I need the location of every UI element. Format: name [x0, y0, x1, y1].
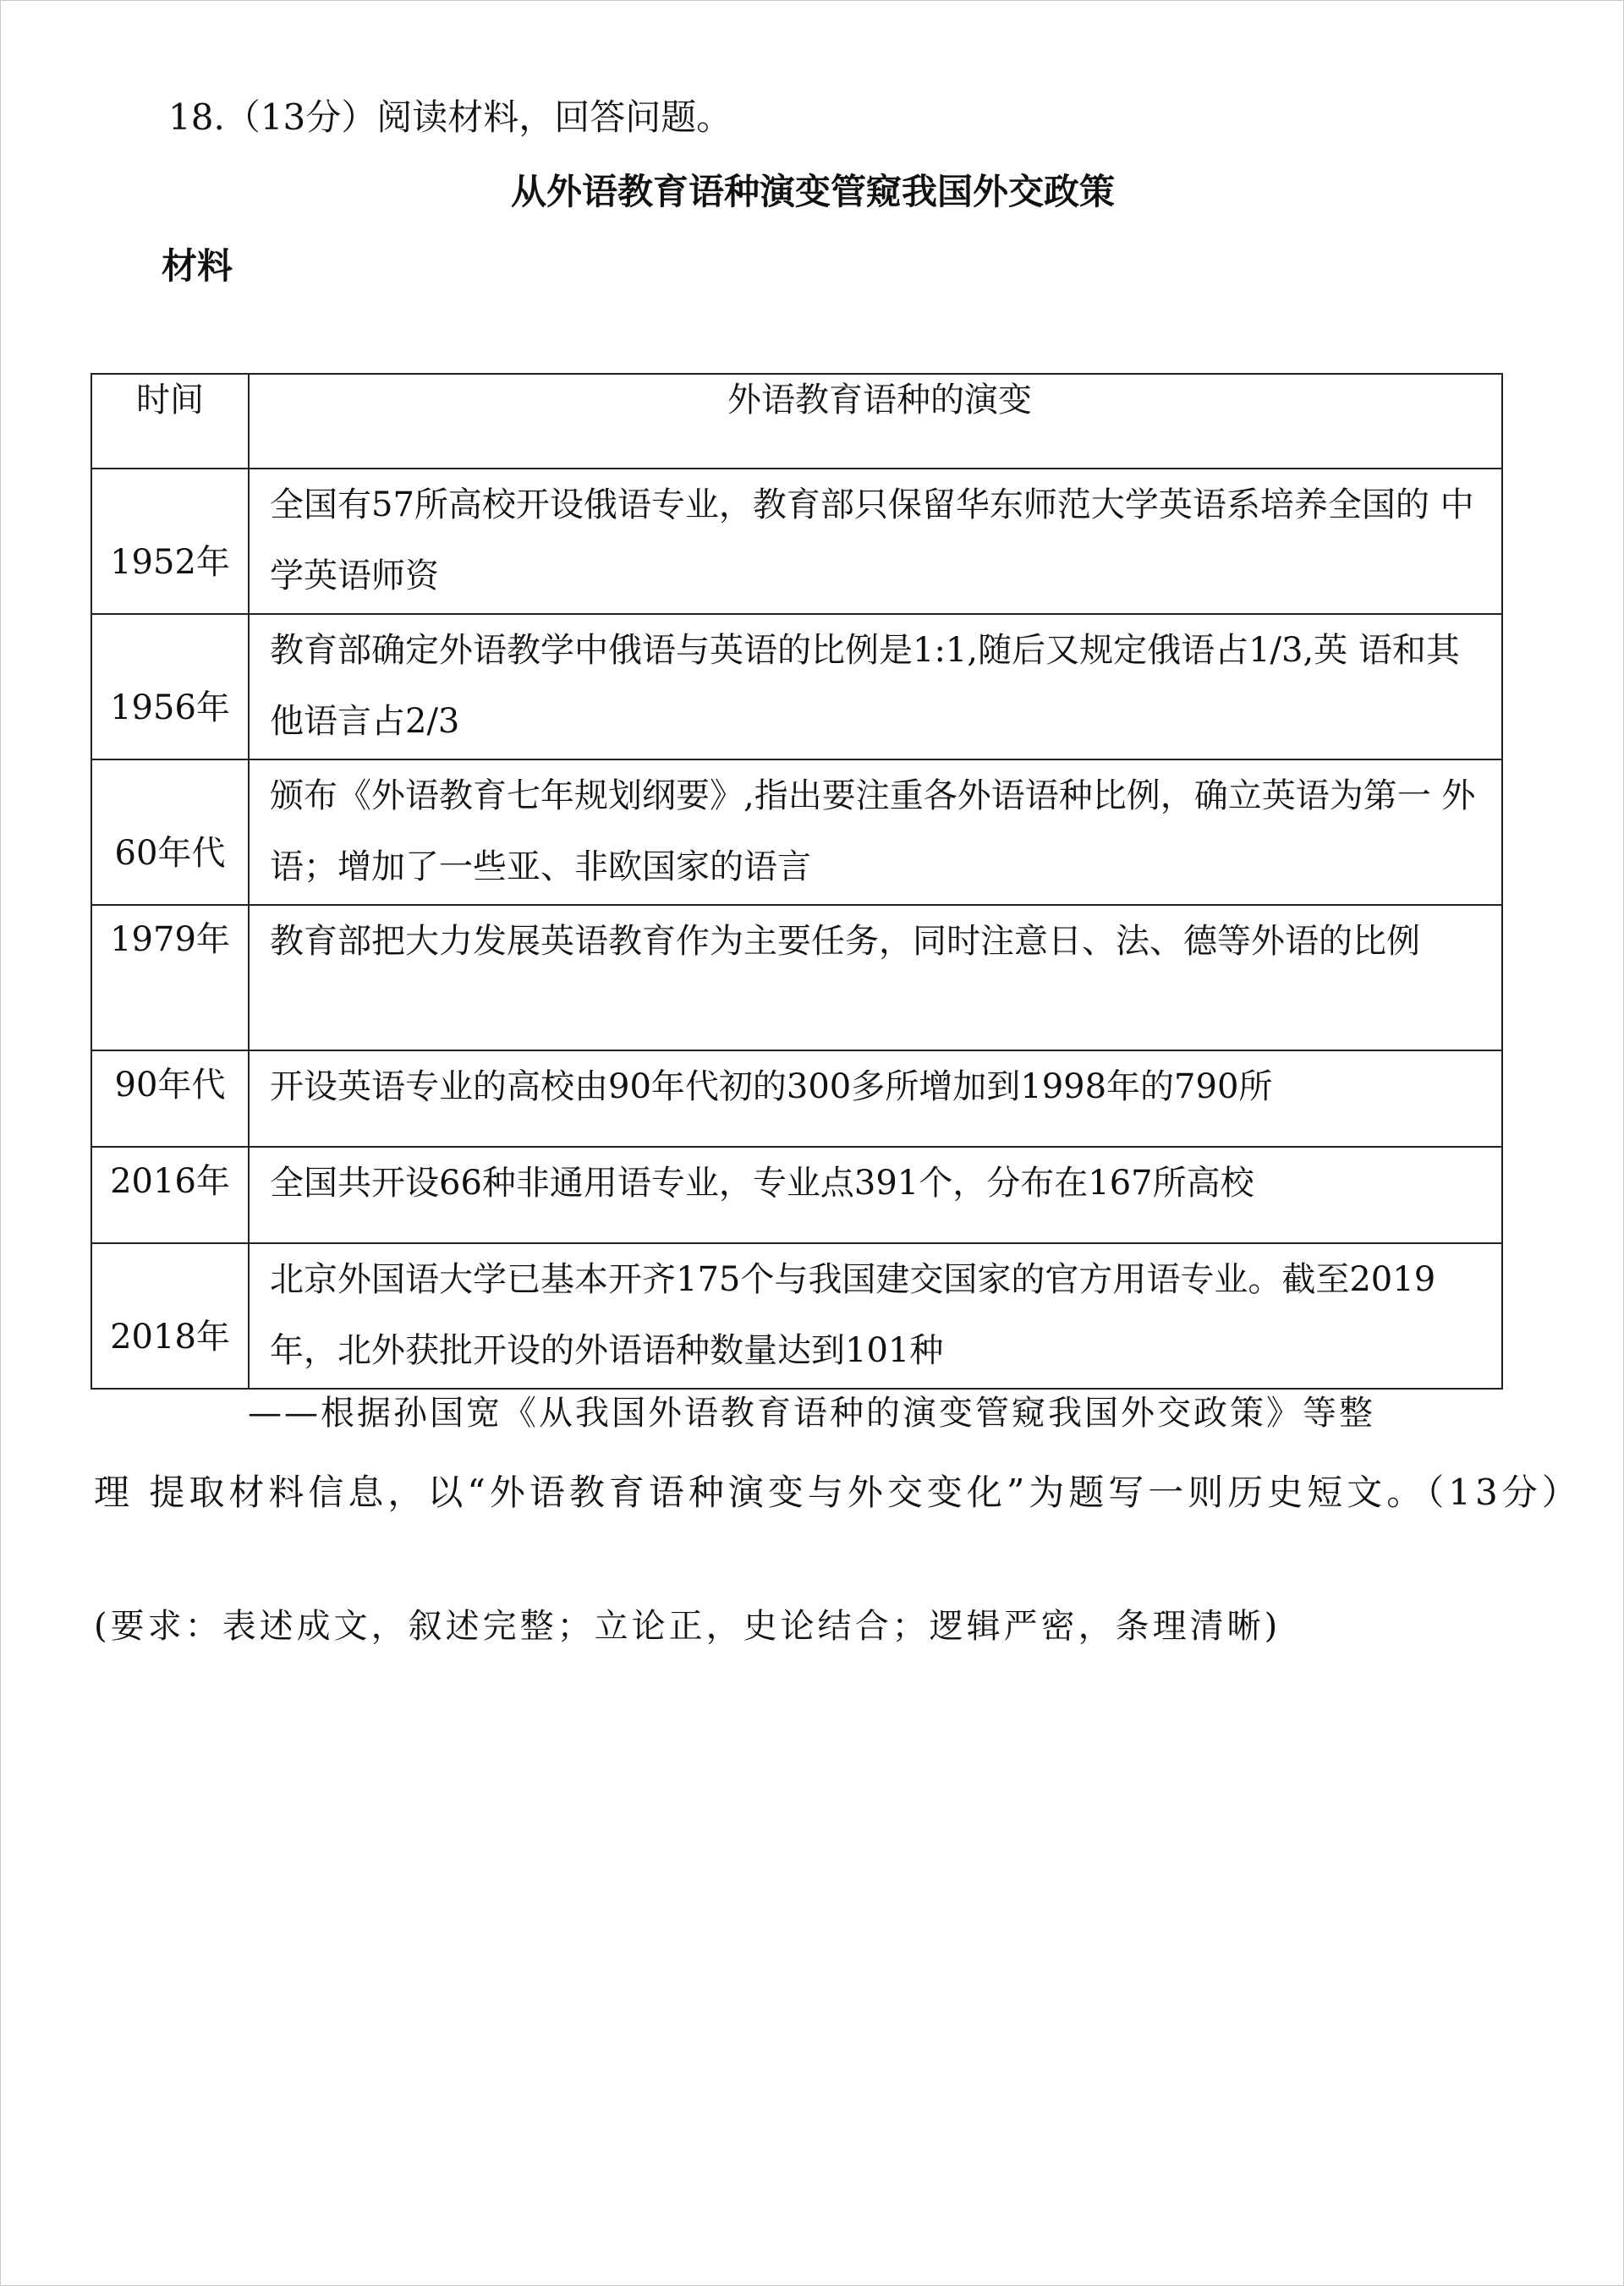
question-header: 18.（13分）阅读材料，回答问题。	[168, 96, 732, 138]
material-table	[91, 373, 1503, 1390]
table-row	[91, 1147, 1502, 1243]
answer-requirement: (要求：表述成文，叙述完整；立论正，史论结合；逻辑严密，条理清晰)	[94, 1607, 1281, 1646]
row-desc: 北京外国语大学已基本开齐175个与我国建交国家的官方用语专业。截至2019 年，北外获批开设的外语语种数量达到101种	[249, 1243, 1502, 1389]
row-time-text: 1979年	[110, 920, 230, 959]
row-time	[91, 759, 249, 905]
material-label: 材料	[162, 245, 233, 287]
table-row	[91, 1050, 1502, 1147]
row-desc: 教育部确定外语教学中俄语与英语的比例是1:1,随后又规定俄语占1/3,英 语和其他语言占2/3	[249, 614, 1502, 759]
row-time	[91, 469, 249, 614]
row-time-text: 2016年	[110, 1162, 230, 1201]
row-desc: 开设英语专业的高校由90年代初的300多所增加到1998年的790所	[249, 1050, 1502, 1147]
table-row	[91, 469, 1502, 614]
row-desc: 颁布《外语教育七年规划纲要》,指出要注重各外语语种比例，确立英语为第一 外语；增加了一些亚、非欧国家的语言	[249, 759, 1502, 905]
material-title: 从外语教育语种演变管窥我国外交政策	[510, 171, 1115, 212]
source-citation: ——根据孙国宽《从我国外语教育语种的演变管窥我国外交政策》等整	[248, 1394, 1375, 1433]
header-desc: 外语教育语种的演变	[249, 374, 1502, 469]
row-time-text: 1956年	[110, 688, 230, 727]
header-time: 时间	[91, 374, 249, 469]
row-time-text: 60年代	[114, 834, 226, 873]
table-header-row	[91, 374, 1502, 469]
row-time	[91, 1243, 249, 1389]
row-time	[91, 1050, 249, 1147]
row-time-text: 2018年	[110, 1318, 230, 1357]
row-desc: 教育部把大力发展英语教育作为主要任务，同时注意日、法、德等外语的比例	[249, 905, 1502, 1050]
row-time-text: 1952年	[110, 543, 230, 582]
row-time-text: 90年代	[114, 1066, 226, 1105]
question-prompt: 理 提取材料信息，以“外语教育语种演变与外交变化”为题写一则历史短文。（13分）	[94, 1472, 1582, 1513]
row-time	[91, 614, 249, 759]
table-row	[91, 614, 1502, 759]
table-row	[91, 905, 1502, 1050]
row-desc: 全国有57所高校开设俄语专业，教育部只保留华东师范大学英语系培养全国的 中学英语师资	[249, 469, 1502, 614]
table-row	[91, 759, 1502, 905]
row-time	[91, 905, 249, 1050]
row-desc: 全国共开设66种非通用语专业，专业点391个，分布在167所高校	[249, 1147, 1502, 1243]
table-row	[91, 1243, 1502, 1389]
row-time	[91, 1147, 249, 1243]
